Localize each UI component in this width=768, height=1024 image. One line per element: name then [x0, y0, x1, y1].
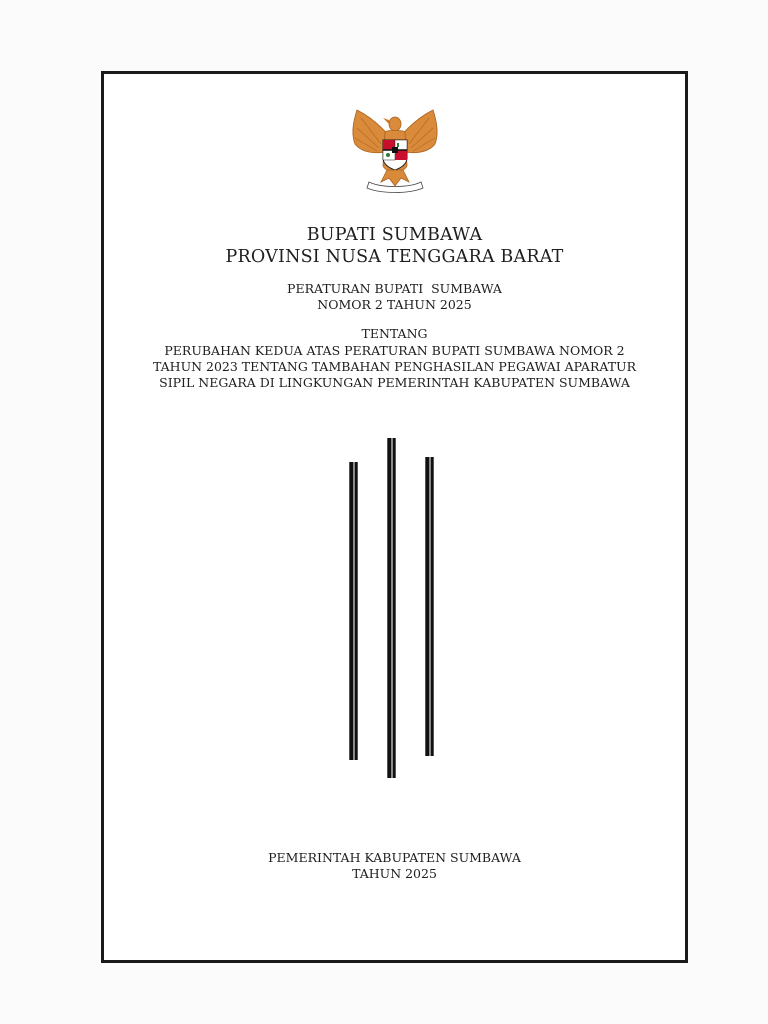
footer-line-1: PEMERINTAH KABUPATEN SUMBAWA [268, 850, 521, 865]
decorative-bar-right [425, 457, 434, 756]
document-title [104, 224, 685, 268]
title-line-1: BUPATI SUMBAWA [306, 225, 483, 245]
garuda-pancasila-emblem-icon [347, 108, 443, 194]
decorative-bar-left [349, 462, 358, 760]
title-line-2: PROVINSI NUSA TENGGARA BARAT [225, 247, 564, 267]
document-footer [104, 850, 685, 882]
about-label [104, 326, 685, 342]
decorative-bar-center [387, 438, 396, 778]
about-label-text: TENTANG [361, 326, 428, 341]
regulation-line-1: PERATURAN BUPATI SUMBAWA [287, 281, 502, 296]
about-subject [104, 343, 685, 391]
regulation-number [104, 281, 685, 313]
document-frame [101, 71, 688, 963]
about-line-3: SIPIL NEGARA DI LINGKUNGAN PEMERINTAH KABUPATEN SUMBAWA [159, 375, 630, 390]
about-line-1: PERUBAHAN KEDUA ATAS PERATURAN BUPATI SUMBAWA NOMOR 2 [164, 343, 625, 358]
footer-line-2: TAHUN 2025 [352, 866, 437, 881]
regulation-line-2: NOMOR 2 TAHUN 2025 [317, 297, 472, 312]
about-line-2: TAHUN 2023 TENTANG TAMBAHAN PENGHASILAN PEGAWAI APARATUR [152, 359, 636, 374]
